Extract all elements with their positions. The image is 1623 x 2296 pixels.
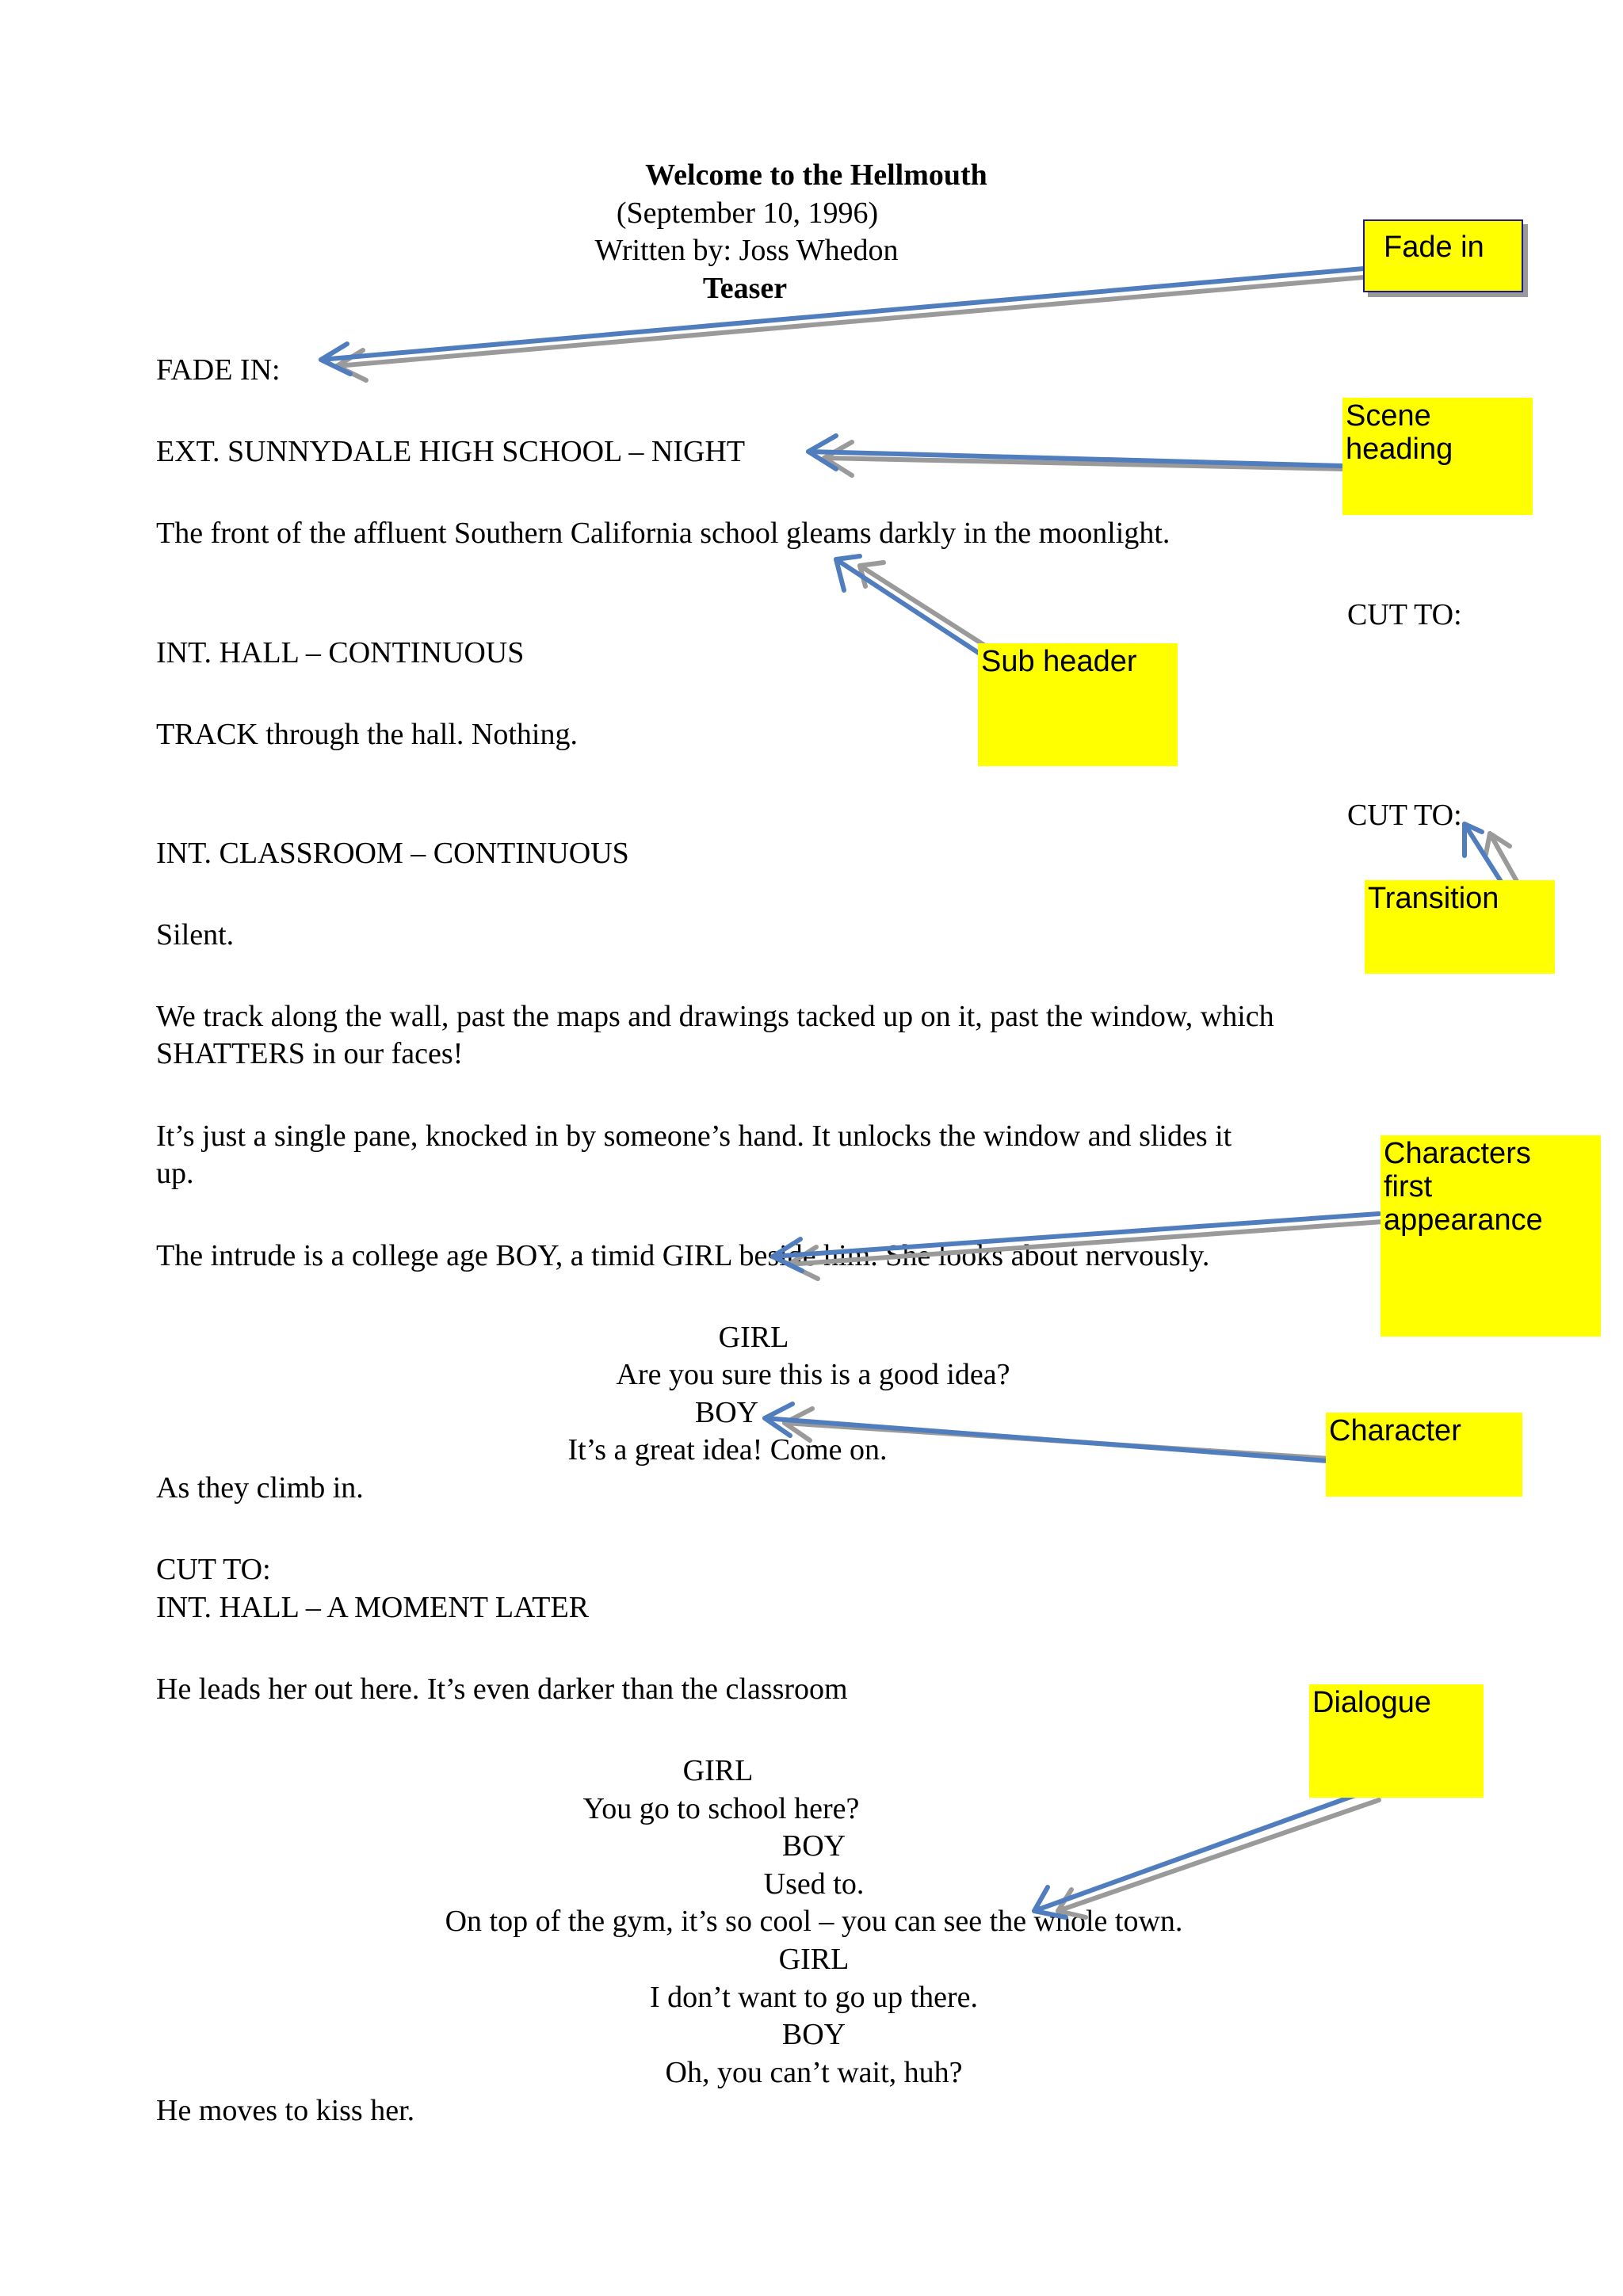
callout-sub-header (978, 643, 1178, 766)
script-credit: Written by: Joss Whedon (594, 234, 899, 267)
action-line: up. (156, 1157, 194, 1190)
transition-line: CUT TO: (1347, 598, 1462, 631)
callout-label: Character (1329, 1414, 1461, 1447)
callout-label: Fade in (1384, 231, 1484, 264)
action-line: TRACK through the hall. Nothing. (156, 718, 578, 751)
dialogue-line: Oh, you can’t wait, huh? (665, 2056, 963, 2089)
action-line: He leads her out here. It’s even darker than the classroom (156, 1672, 848, 1706)
arrow-scene-heading (808, 436, 1419, 475)
arrow-dialogue (1034, 1795, 1379, 1917)
dialogue-line: Are you sure this is a good idea? (616, 1358, 1010, 1391)
character-name: GIRL (682, 1754, 754, 1787)
transition-line: CUT TO: (1347, 799, 1462, 832)
scene-heading: INT. HALL – CONTINUOUS (156, 636, 525, 669)
action-line: The intrude is a college age BOY, a timid GIRL beside him. She looks about nervously. (156, 1239, 1210, 1272)
character-name: GIRL (778, 1943, 850, 1976)
callout-scene-heading (1342, 398, 1533, 515)
dialogue-line: I don’t want to go up there. (649, 1981, 979, 2014)
callout-characters-first-appearance (1381, 1135, 1601, 1337)
action-line: It’s just a single pane, knocked in by someone’s hand. It unlocks the window and slides it (156, 1119, 1232, 1153)
scene-heading: INT. CLASSROOM – CONTINUOUS (156, 837, 629, 870)
dialogue-line: It’s a great idea! Come on. (567, 1433, 888, 1466)
action-line: He moves to kiss her. (156, 2094, 415, 2127)
callout-label: Dialogue (1312, 1686, 1431, 1719)
callout-character (1326, 1413, 1522, 1497)
action-line: As they climb in. (156, 1471, 364, 1505)
action-line: Silent. (156, 918, 235, 952)
scene-heading: INT. HALL – A MOMENT LATER (156, 1591, 590, 1624)
character-name: BOY (694, 1396, 759, 1429)
callout-label: Sub header (981, 645, 1137, 678)
script-date: (September 10, 1996) (616, 196, 879, 230)
script-title: Welcome to the Hellmouth (645, 158, 987, 192)
callout-transition (1365, 880, 1555, 974)
scene-heading: EXT. SUNNYDALE HIGH SCHOOL – NIGHT (156, 435, 746, 468)
callout-fade-in (1363, 219, 1523, 292)
fade-in-line: FADE IN: (156, 353, 281, 387)
callout-label: Characters first appearance (1384, 1137, 1543, 1237)
character-name: BOY (781, 2018, 846, 2051)
dialogue-line: Used to. (763, 1867, 865, 1901)
action-line: We track along the wall, past the maps and drawings tacked up on it, past the window, which (156, 1000, 1274, 1033)
callout-label: Scene heading (1346, 399, 1453, 466)
character-name: BOY (781, 1829, 846, 1863)
character-name: GIRL (718, 1321, 789, 1354)
action-line: SHATTERS in our faces! (156, 1037, 464, 1070)
dialogue-line: On top of the gym, it’s so cool – you can see the whole town. (445, 1905, 1183, 1938)
dialogue-line: You go to school here? (582, 1792, 860, 1825)
callout-label: Transition (1368, 882, 1499, 915)
arrow-fade-in (321, 265, 1419, 380)
action-line: The front of the affluent Southern California school gleams darkly in the moonlight. (156, 517, 1170, 550)
callout-dialogue (1309, 1684, 1484, 1798)
transition-line: CUT TO: (156, 1553, 271, 1586)
section-heading: Teaser (702, 272, 788, 305)
